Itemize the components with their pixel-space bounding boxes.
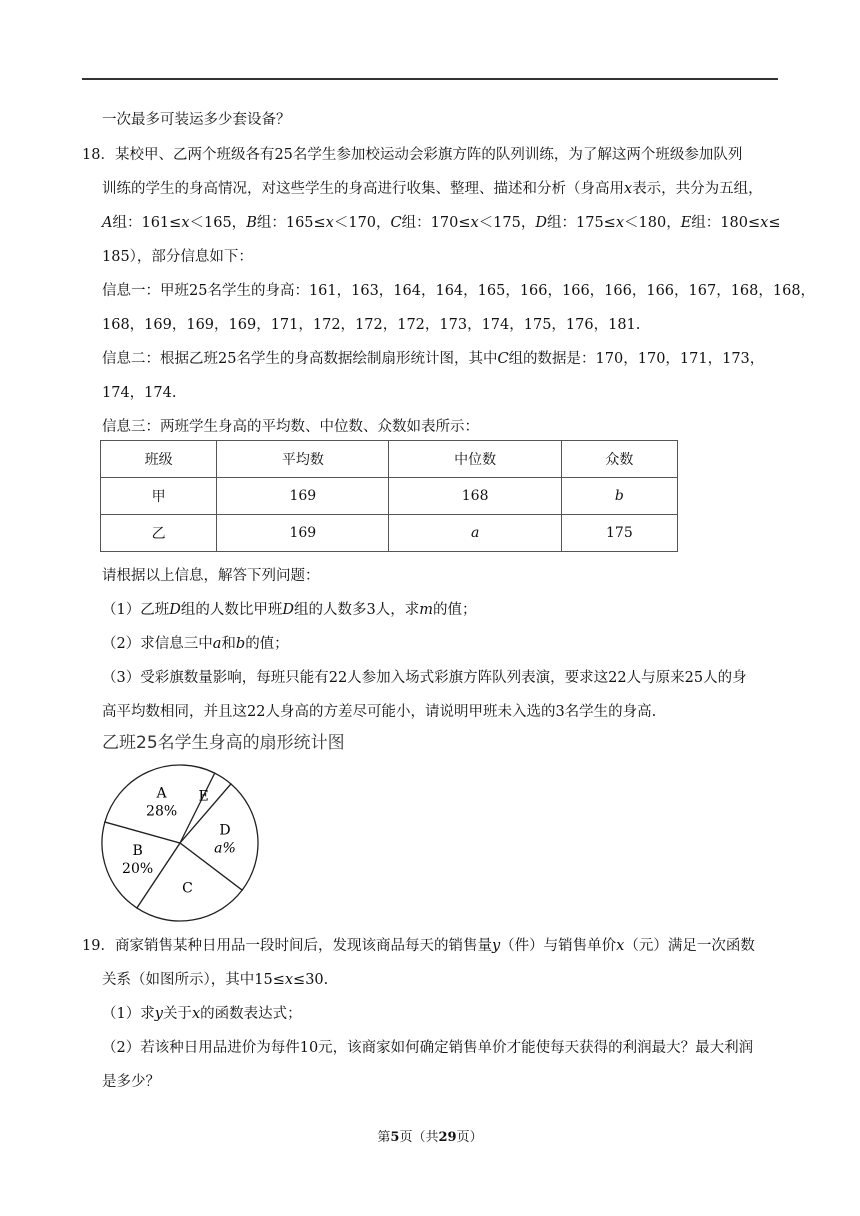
footer-total: 29 [438, 1130, 457, 1145]
pie-chart [95, 760, 325, 930]
info-1-line-1: 信息一：甲班25名学生的身高：161，163，164，164，165，166，166，166，166，167，168，168， [102, 283, 816, 299]
q19-line-1: 19．商家销售某种日用品一段时间后，发现该商品每天的销售量y（件）与销售单价x（元）满足一次函数 [82, 938, 755, 954]
header-rule [82, 78, 778, 80]
q19-part-2-line-1: （2）若该种日用品进价为每件10元，该商家如何确定销售单价才能使每天获得的利润最大？最大利润 [102, 1040, 754, 1056]
table-row [101, 478, 678, 515]
table-cell: 168 [389, 478, 561, 515]
table-cell: 甲 [101, 478, 217, 515]
chart-title: 乙班25名学生身高的扇形统计图 [102, 733, 345, 753]
part-3-line-1: （3）受彩旗数量影响，每班只能有22人参加入场式彩旗方阵队列表演，要求这22人与原来25人的身 [102, 670, 747, 686]
footer-suffix: 页） [456, 1130, 483, 1145]
info-2-line-2: 174，174. [102, 385, 177, 401]
pie-label-E: E [198, 788, 209, 805]
q18-line-4: 185），部分信息如下： [102, 249, 253, 265]
stats-table [100, 440, 678, 552]
table-header-cell: 班级 [101, 441, 217, 478]
pie-label-B: B [132, 842, 143, 859]
pie-percent-A: 28% [146, 803, 178, 820]
pie-label-D: D [219, 822, 231, 839]
footer-prefix: 第 [377, 1130, 391, 1145]
info-1-line-2: 168，169，169，169，171，172，172，172，173，174，175，176，181. [102, 317, 641, 333]
q19-part-1: （1）求y关于x的函数表达式； [102, 1006, 302, 1022]
table-cell: 169 [217, 478, 389, 515]
table-cell: 乙 [101, 515, 217, 552]
pie-label-C: C [182, 880, 193, 897]
table-cell: a [389, 515, 561, 552]
table-header-row [101, 441, 678, 478]
pie-percent-D: a% [214, 840, 236, 857]
part-2: （2）求信息三中a和b的值； [102, 636, 289, 652]
q19-line-2: 关系（如图所示），其中15≤x≤30. [102, 972, 329, 988]
info-3: 信息三：两班学生身高的平均数、中位数、众数如表所示： [102, 419, 479, 435]
table-header-cell: 平均数 [217, 441, 389, 478]
pie-percent-B: 20% [122, 860, 154, 877]
page-footer [0, 1126, 860, 1145]
table-row [101, 515, 678, 552]
q19-part-2-line-2: 是多少？ [102, 1074, 160, 1090]
info-2-line-1: 信息二：根据乙班25名学生的身高数据绘制扇形统计图，其中C组的数据是：170，170，171，173， [102, 351, 765, 367]
pie-label-A: A [156, 785, 167, 802]
q18-line-1: 18．某校甲、乙两个班级各有25名学生参加校运动会彩旗方阵的队列训练，为了解这两个班级参加队列 [82, 147, 743, 163]
table-header-cell: 中位数 [389, 441, 561, 478]
part-3-line-2: 高平均数相同，并且这22人身高的方差尽可能小，请说明甲班未入选的3名学生的身高. [102, 704, 657, 720]
table-header-cell: 众数 [561, 441, 677, 478]
q18-line-2: 训练的学生的身高情况，对这些学生的身高进行收集、整理、描述和分析（身高用x表示，共分为五组， [102, 181, 763, 197]
table-cell: 169 [217, 515, 389, 552]
previous-question-tail: 一次最多可装运多少套设备？ [102, 112, 291, 128]
prompt: 请根据以上信息，解答下列问题： [102, 568, 320, 584]
footer-mid: 页（共 [399, 1130, 439, 1145]
table-cell: b [561, 478, 677, 515]
part-1: （1）乙班D组的人数比甲班D组的人数多3人，求m的值； [102, 602, 477, 618]
footer-page: 5 [390, 1130, 400, 1145]
q18-line-3: A组：161≤x＜165，B组：165≤x＜170，C组：170≤x＜175，D组：175≤x＜180，E组：180≤x≤ [102, 215, 781, 231]
table-cell: 175 [561, 515, 677, 552]
